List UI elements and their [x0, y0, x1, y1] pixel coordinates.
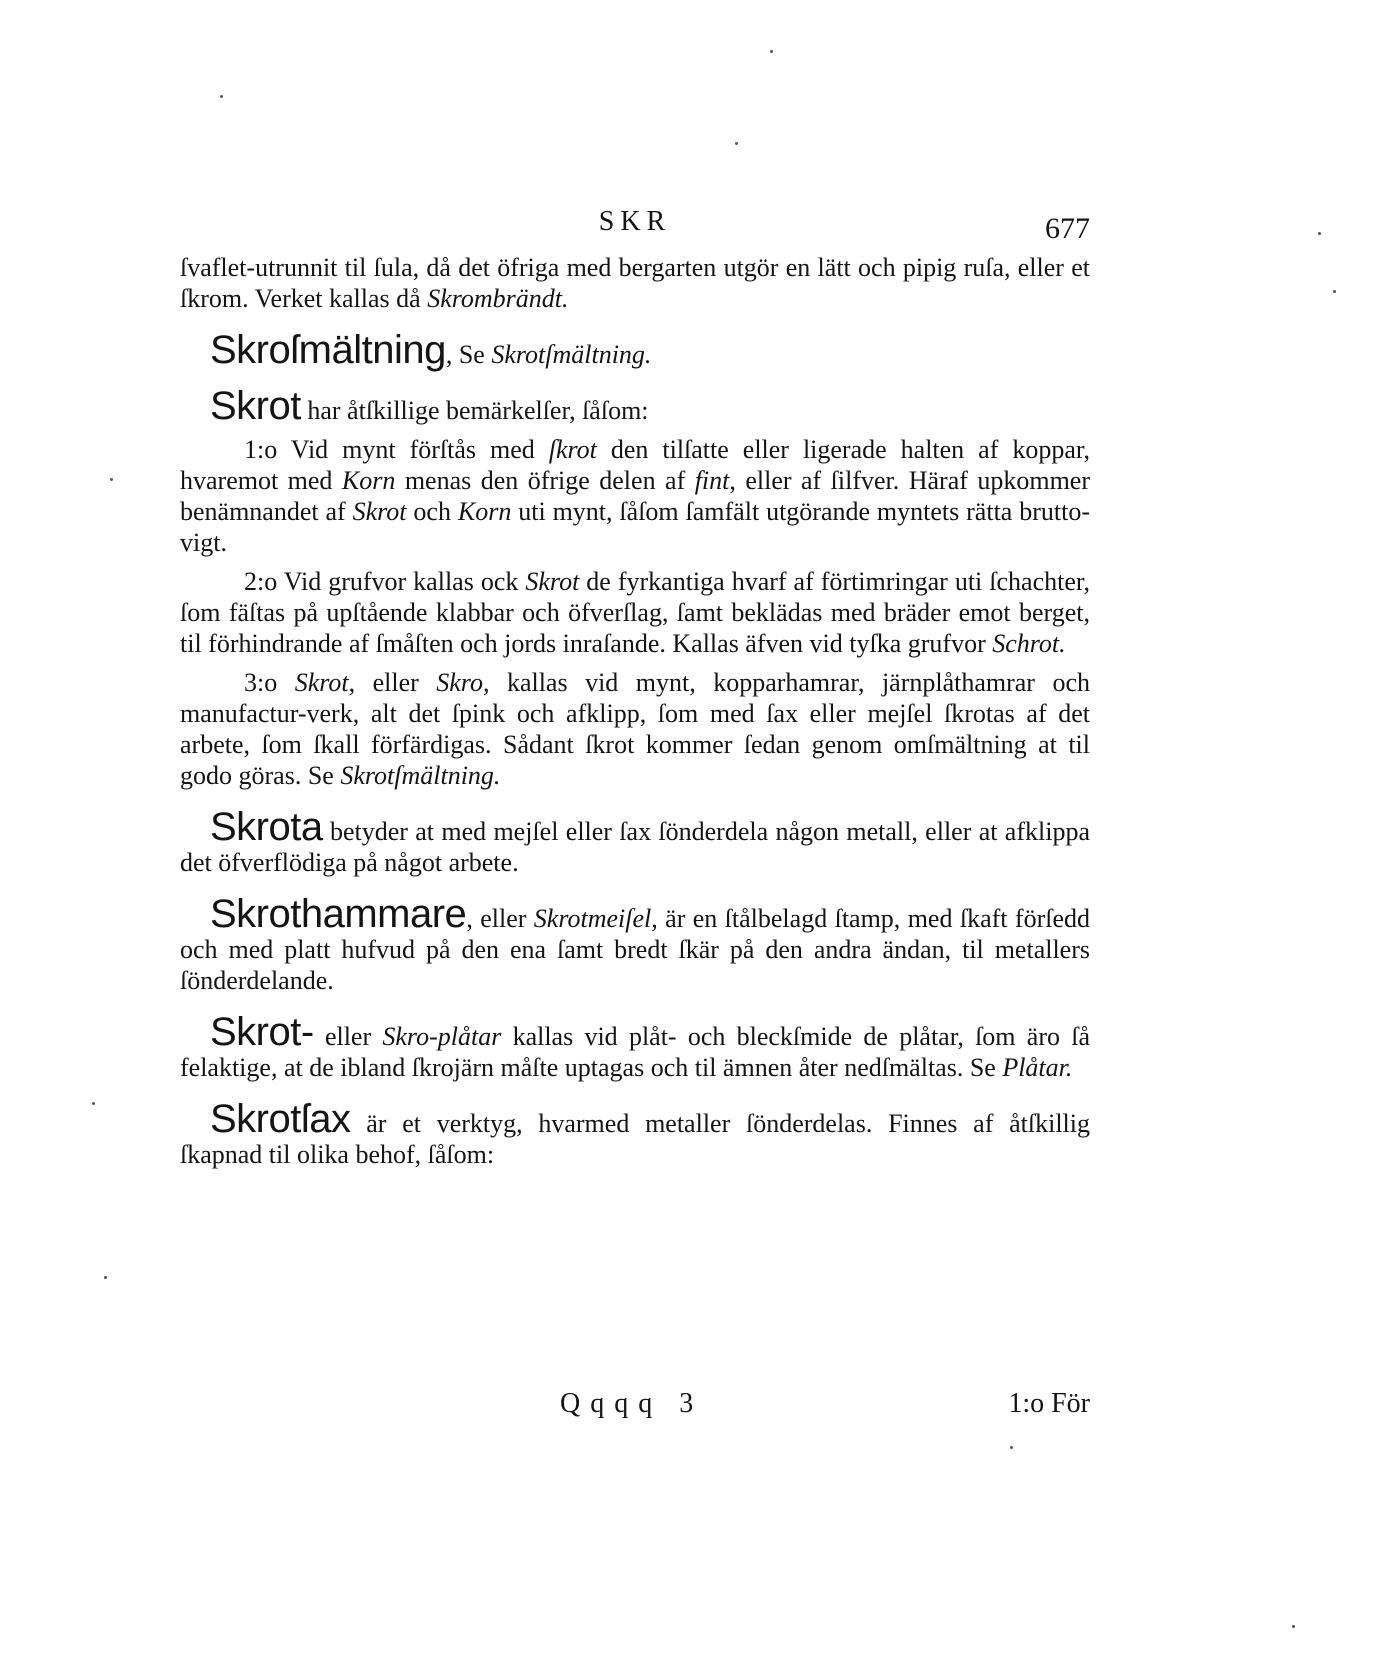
sense-italic: Skrot — [525, 567, 580, 596]
sense-text: , eller — [348, 668, 437, 697]
sense-1 — [180, 434, 1090, 558]
entry-text: , eller — [466, 904, 534, 933]
sense-3 — [180, 667, 1090, 791]
sense-italic: fint — [694, 466, 730, 495]
sense-italic: Korn — [457, 497, 512, 526]
entry-italic: Skrotmeiſel — [533, 904, 652, 933]
headword: Skrothammare — [210, 892, 467, 936]
sense-italic: Skrot — [294, 668, 349, 697]
sense-text: den tilſatte eller ligerade halten af koppar, hvaremot med — [180, 435, 1090, 495]
sense-italic: Skro — [436, 668, 483, 697]
sense-text: , kallas vid mynt, kopparhamrar, järnplåthamrar och manufactur-verk, alt det ſpink och afklipp, ſom med ſax eller mejſel ſkrotas af det arbete, ſom ſkall förfärdigas. Sådant ſkrot kommer ſedan genom omſmältning at til godo göras. Se — [180, 668, 1090, 790]
entry-text: eller — [313, 1022, 383, 1051]
continuation-text: ſvaflet-utrunnit til ſula, då det öfriga med bergarten utgör en lätt och pipig ruſa, eller et ſkrom. Verket kallas då — [180, 253, 1090, 313]
headword: Skrot- — [210, 1010, 314, 1054]
print-speck — [1010, 1446, 1013, 1449]
entry-skrotsax — [180, 1099, 1090, 1170]
catchword: 1:o För — [1008, 1388, 1090, 1419]
sense-italic: Schrot. — [992, 629, 1066, 658]
entry-text: har åtſkillige bemärkelſer, ſåſom: — [300, 396, 649, 425]
page-number: 677 — [1045, 212, 1090, 245]
page-header — [180, 200, 1090, 244]
entry-text: , är en ſtålbelagd ſtamp, med ſkaft förſedd och med platt hufvud på den ena ſamt bredt ſkär på den andra ändan, til metallers ſönderdelande. — [180, 904, 1090, 995]
continuation-italic: Skrombrändt. — [427, 284, 569, 313]
running-head: SKR — [598, 206, 672, 237]
sense-text: uti mynt, ſåſom ſamfält utgörande myntets rätta brutto-vigt. — [180, 497, 1090, 557]
entry-text: kallas vid plåt- och bleckſmide de plåtar, ſom äro ſå felaktige, at de ibland ſkrojärn måſte uptagas och til ämnen åter nedſmältas. Se — [180, 1022, 1091, 1082]
sense-text: , eller af ſilfver. Häraf upkommer benämnandet af — [180, 466, 1091, 526]
entry-italic: Skro-plåtar — [382, 1022, 502, 1051]
headword: Skrotſax — [210, 1097, 351, 1141]
dictionary-text — [180, 252, 1090, 1170]
print-speck — [220, 95, 223, 98]
sense-text: och — [406, 497, 458, 526]
print-speck — [1333, 290, 1336, 293]
print-speck — [735, 142, 738, 145]
entry-skrota — [180, 807, 1090, 878]
page-footer — [180, 1388, 1090, 1428]
entry-skrothammare — [180, 894, 1090, 996]
entry-skrosmaltning — [180, 330, 1090, 370]
print-speck — [1292, 1625, 1295, 1628]
sense-text: menas den öfrige delen af — [395, 466, 695, 495]
headword: Skrota — [210, 805, 323, 849]
print-speck — [104, 1276, 107, 1279]
sense-text: 3:o — [244, 668, 295, 697]
cross-reference: Plåtar. — [1002, 1053, 1073, 1082]
sense-2 — [180, 566, 1090, 659]
print-speck — [110, 478, 113, 481]
headword: Skroſmältning — [210, 328, 446, 372]
cross-reference: Skrotſmältning. — [491, 340, 652, 369]
sense-text: 1:o Vid mynt förſtås med — [244, 435, 549, 464]
print-speck — [1318, 232, 1321, 235]
sense-italic: Korn — [341, 466, 396, 495]
sense-italic: ſkrot — [548, 435, 597, 464]
sense-text: de fyrkantiga hvarf af förtimringar uti ſchachter, ſom fäſtas på upſtående klabbar och öfverſlag, ſamt beklädas med bräder emot berget, til förhindrande af ſmåſten och jords inraſande. Kallas äfven vid tyſka grufvor — [180, 567, 1090, 658]
entry-skrot-platar — [180, 1012, 1090, 1083]
entry-skrot — [180, 386, 1090, 426]
print-speck — [92, 1102, 95, 1105]
entry-text: är et verktyg, hvarmed metaller ſönderdelas. Finnes af åtſkillig ſkapnad til olika behof, ſåſom: — [180, 1109, 1090, 1169]
continuation-paragraph — [180, 252, 1090, 314]
entry-text: , Se — [445, 340, 492, 369]
sense-italic: Skrotſmältning. — [340, 761, 501, 790]
entry-text: betyder at med mejſel eller ſax ſönderdela någon metall, eller at afklippa det öfverflödiga på något arbete. — [180, 817, 1090, 877]
headword: Skrot — [210, 384, 301, 428]
signature-mark: Qqqq 3 — [560, 1388, 704, 1419]
sense-italic: Skrot — [352, 497, 407, 526]
sense-text: 2:o Vid grufvor kallas ock — [244, 567, 526, 596]
print-speck — [770, 50, 773, 53]
